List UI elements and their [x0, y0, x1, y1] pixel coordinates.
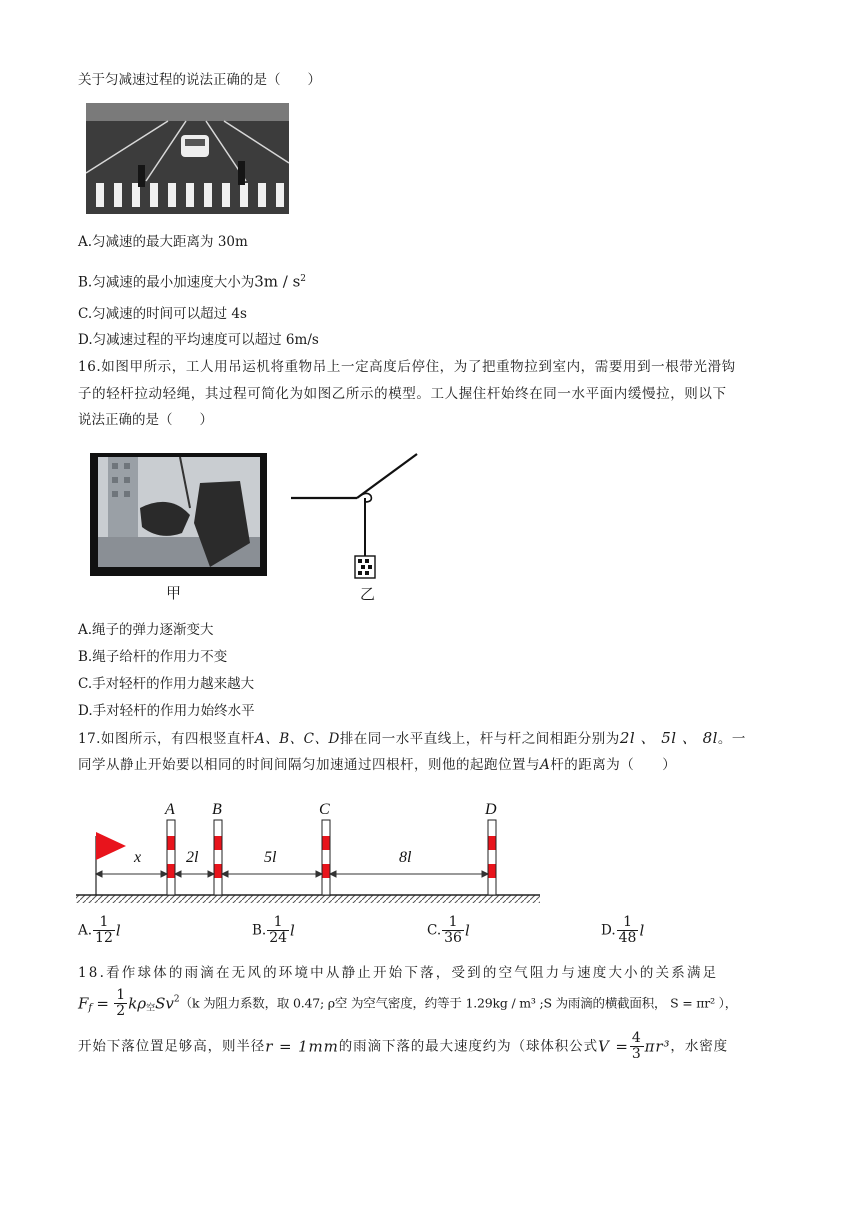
label-2l: 2l: [186, 849, 199, 866]
q18-stem-line3: 开始下落位置足够高，则半径r = 1mm的雨滴下落的最大速度约为（球体积公式V = $\frac{4}{3}$ πr³，水密度: [78, 1030, 729, 1062]
figure-jia-label: 甲: [166, 584, 182, 602]
q16-stem-line1: 16.如图甲所示，工人用吊运机将重物吊上一定高度后停住，为了把重物拉到室内，需要用到一根带光滑钩: [78, 359, 736, 375]
q17-option-d: D. $\frac{1}{48}$ l: [601, 914, 645, 946]
label-8l: 8l: [399, 849, 412, 866]
worker-crane-photo: [90, 453, 267, 576]
rod-label-d: D: [485, 801, 497, 818]
q17-option-b: B. $\frac{1}{24}$ l: [252, 914, 295, 946]
q18-formula-line: $F_f$ = $\frac{1}{2}$ $k\rho_空Sv^2(k$ 为阻力系数，取 0.47; ρ空 为空气密度，约等于 1.29kg / m³ ;S 为雨滴的横截面积， S = πr² ），: [78, 987, 738, 1019]
rod-d: [488, 820, 496, 895]
rod-a: [167, 820, 175, 895]
start-flag: [96, 832, 126, 860]
rod-c: [322, 820, 330, 895]
rod-b: [214, 820, 222, 895]
q15-option-b: B.匀减速的最小加速度大小为$3m / s^2$: [78, 272, 307, 291]
rod-label-a: A: [165, 801, 175, 818]
hook-rod-diagram: [285, 448, 425, 588]
q15-stem: 关于匀减速过程的说法正确的是（ ）: [78, 72, 321, 88]
q17-stem-line2: 同学从静止开始要以相同的时间间隔匀加速通过四根杆，则他的起跑位置与A杆的距离为（ ）: [78, 757, 677, 773]
figure-yi-label: 乙: [360, 585, 376, 603]
q16-option-a: A.绳子的弹力逐渐变大: [78, 622, 214, 638]
q16-stem-line3: 说法正确的是（ ）: [78, 412, 213, 428]
q15-option-a: A.匀减速的最大距离为 30m: [78, 234, 248, 250]
road-crossing-photo: [86, 103, 289, 214]
q16-option-b: B.绳子给杆的作用力不变: [78, 649, 228, 665]
q15-option-c: C.匀减速的时间可以超过 4s: [78, 306, 247, 322]
q16-option-d: D.手对轻杆的作用力始终水平: [78, 703, 255, 719]
rod-label-b: B: [212, 801, 222, 818]
q16-stem-line2: 子的轻杆拉动轻绳，其过程可简化为如图乙所示的模型。工人握住杆始终在同一水平面内缓慢拉，则以下: [78, 386, 727, 402]
q17-stem-line1: 17.如图所示，有四根竖直杆A、B、C、D排在同一水平直线上，杆与杆之间相距分别为2l 、 5l 、 8l。一: [78, 729, 746, 747]
q17-option-c: C. $\frac{1}{36}$ l: [427, 914, 470, 946]
four-rods-diagram: [74, 798, 544, 908]
label-x: x: [134, 849, 142, 866]
q15-option-d: D.匀减速过程的平均速度可以超过 6m/s: [78, 332, 319, 348]
label-5l: 5l: [264, 849, 277, 866]
rod-label-c: C: [319, 801, 330, 818]
q17-option-a: A. $\frac{1}{12}$ l: [78, 914, 121, 946]
q18-stem-line1: 18.看作球体的雨滴在无风的环境中从静止开始下落，受到的空气阻力与速度大小的关系满足: [78, 965, 719, 981]
q16-option-c: C.手对轻杆的作用力越来越大: [78, 676, 255, 692]
